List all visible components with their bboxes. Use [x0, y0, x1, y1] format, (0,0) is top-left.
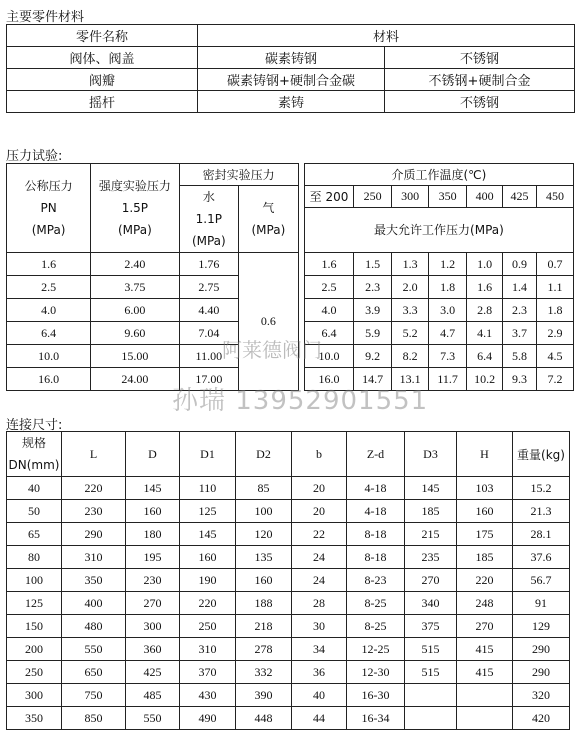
cell: 56.7: [513, 569, 570, 592]
cell: 310: [62, 546, 126, 569]
header-H: H: [457, 432, 513, 477]
cell: [405, 684, 457, 707]
cell: 218: [236, 615, 292, 638]
cell: 100: [236, 500, 292, 523]
cell: 160: [236, 569, 292, 592]
header-seal-test: 密封实验压力: [179, 164, 298, 186]
temp-250: 250: [354, 186, 392, 208]
cell: 2.40: [91, 253, 179, 276]
cell: 36: [292, 661, 347, 684]
watermark-contact: 孙瑞 13952901551: [172, 386, 429, 416]
cell: 185: [457, 546, 513, 569]
cell: 30: [292, 615, 347, 638]
header-Zd: Z-d: [347, 432, 405, 477]
cell: 2.0: [392, 276, 429, 299]
cell: 278: [236, 638, 292, 661]
dims-table: [6, 431, 570, 730]
cell: 370: [180, 661, 236, 684]
cell: 1.8: [536, 299, 573, 322]
cell: 4-18: [347, 477, 405, 500]
dims-section-title: 连接尺寸:: [6, 418, 63, 433]
cell: 40: [7, 477, 62, 500]
temp-450: 450: [536, 186, 573, 208]
cell: 1.2: [429, 253, 467, 276]
cell: 190: [180, 569, 236, 592]
cell: 2.9: [536, 322, 573, 345]
header-part-name: 零件名称: [7, 25, 198, 47]
temp-350: 350: [429, 186, 467, 208]
cell: 4.0: [7, 299, 91, 322]
cell: 24.00: [91, 368, 179, 391]
watermark-company: 阿莱德阀门: [222, 338, 322, 362]
cell: 11.7: [429, 368, 467, 391]
cell: 6.4: [304, 322, 353, 345]
cell: 阀瓣: [7, 69, 198, 91]
cell: 215: [405, 523, 457, 546]
cell: 650: [62, 661, 126, 684]
cell: 129: [513, 615, 570, 638]
cell: 4.40: [179, 299, 239, 322]
cell: 160: [126, 500, 180, 523]
table-row: [7, 546, 570, 569]
cell: 290: [513, 638, 570, 661]
cell: 7.2: [536, 368, 573, 391]
cell: 5.2: [392, 322, 429, 345]
header-b: b: [292, 432, 347, 477]
cell: 17.00: [179, 368, 239, 391]
table-row: [7, 164, 574, 186]
cell: 2.8: [467, 299, 503, 322]
cell: 37.6: [513, 546, 570, 569]
cell: 185: [405, 500, 457, 523]
cell: 1.6: [7, 253, 91, 276]
cell: 85: [236, 477, 292, 500]
cell: 230: [126, 569, 180, 592]
cell: 248: [457, 592, 513, 615]
table-row: [7, 477, 570, 500]
cell: 8-18: [347, 523, 405, 546]
cell: 28.1: [513, 523, 570, 546]
cell: 480: [62, 615, 126, 638]
cell: 515: [405, 638, 457, 661]
cell: 415: [457, 638, 513, 661]
cell: 125: [7, 592, 62, 615]
cell: 11.00: [179, 345, 239, 368]
header-nominal-pressure: 公称压力 PN (MPa): [7, 164, 91, 253]
cell: 320: [513, 684, 570, 707]
cell: 3.0: [429, 299, 467, 322]
cell: 100: [7, 569, 62, 592]
cell: 12-30: [347, 661, 405, 684]
cell: 14.7: [354, 368, 392, 391]
header-L: L: [62, 432, 126, 477]
cell: 5.9: [354, 322, 392, 345]
cell: 8-23: [347, 569, 405, 592]
cell: 300: [126, 615, 180, 638]
cell: 碳素铸钢+硬制合金碳: [198, 69, 385, 91]
materials-section-title: 主要零件材料: [6, 10, 85, 25]
cell: 235: [405, 546, 457, 569]
cell: 91: [513, 592, 570, 615]
cell: 15.2: [513, 477, 570, 500]
cell: 21.3: [513, 500, 570, 523]
cell: 110: [180, 477, 236, 500]
header-strength-test: 强度实验压力 1.5P (MPa): [91, 164, 179, 253]
cell: 22: [292, 523, 347, 546]
header-D2: D2: [236, 432, 292, 477]
cell: 0.9: [503, 253, 537, 276]
header-water: 水 1.1P (MPa): [179, 186, 239, 253]
header-weight: 重量(kg): [513, 432, 570, 477]
cell: 6.00: [91, 299, 179, 322]
cell: 20: [292, 500, 347, 523]
cell: 120: [236, 523, 292, 546]
cell: 270: [405, 569, 457, 592]
cell: 65: [7, 523, 62, 546]
table-row: [7, 569, 570, 592]
cell: 515: [405, 661, 457, 684]
cell: 145: [405, 477, 457, 500]
cell: 188: [236, 592, 292, 615]
table-row: [7, 432, 570, 477]
cell: 碳素铸钢: [198, 47, 385, 69]
cell: 360: [126, 638, 180, 661]
cell: 2.3: [503, 299, 537, 322]
table-row: [7, 661, 570, 684]
cell: 430: [180, 684, 236, 707]
cell: 9.60: [91, 322, 179, 345]
table-row: [7, 25, 575, 47]
cell: 425: [126, 661, 180, 684]
gas-value: 0.6: [239, 253, 299, 391]
cell: 290: [513, 661, 570, 684]
cell: 1.5: [354, 253, 392, 276]
cell: 5.8: [503, 345, 537, 368]
cell: 50: [7, 500, 62, 523]
cell: 4.5: [536, 345, 573, 368]
header-size: 规格 DN(mm): [7, 432, 62, 477]
cell: 28: [292, 592, 347, 615]
cell: 550: [62, 638, 126, 661]
header-max-pressure: 最大允许工作压力(MPa): [304, 207, 573, 252]
cell: 7.3: [429, 345, 467, 368]
cell: 160: [457, 500, 513, 523]
cell: 125: [180, 500, 236, 523]
cell: 16-30: [347, 684, 405, 707]
cell: 8-25: [347, 615, 405, 638]
header-temperature: 介质工作温度(℃): [304, 164, 573, 186]
cell: 15.00: [91, 345, 179, 368]
cell: 13.1: [392, 368, 429, 391]
cell: 180: [126, 523, 180, 546]
cell: 10.0: [7, 345, 91, 368]
cell: 1.76: [179, 253, 239, 276]
cell: 80: [7, 546, 62, 569]
table-row: [7, 615, 570, 638]
cell: 4.0: [304, 299, 353, 322]
cell: [405, 707, 457, 730]
cell: 9.2: [354, 345, 392, 368]
cell: 40: [292, 684, 347, 707]
cell: 220: [180, 592, 236, 615]
cell: 20: [292, 477, 347, 500]
cell: 34: [292, 638, 347, 661]
cell: 270: [457, 615, 513, 638]
cell: 不锈钢: [385, 47, 575, 69]
cell: 2.5: [304, 276, 353, 299]
cell: 24: [292, 569, 347, 592]
cell: 1.8: [429, 276, 467, 299]
materials-table: [6, 24, 575, 113]
cell: 175: [457, 523, 513, 546]
cell: 9.3: [503, 368, 537, 391]
temp-200: 至 200: [304, 186, 353, 208]
cell: 250: [180, 615, 236, 638]
cell: 8-18: [347, 546, 405, 569]
cell: 350: [7, 707, 62, 730]
cell: 420: [513, 707, 570, 730]
cell: 340: [405, 592, 457, 615]
table-row: [7, 684, 570, 707]
cell: 550: [126, 707, 180, 730]
cell: 160: [180, 546, 236, 569]
temp-425: 425: [503, 186, 537, 208]
cell: 2.75: [179, 276, 239, 299]
cell: 10.0: [304, 345, 353, 368]
cell: 16-34: [347, 707, 405, 730]
cell: 220: [62, 477, 126, 500]
cell: 200: [7, 638, 62, 661]
cell: 3.9: [354, 299, 392, 322]
table-row: [7, 638, 570, 661]
cell: 8.2: [392, 345, 429, 368]
cell: 350: [62, 569, 126, 592]
cell: 230: [62, 500, 126, 523]
cell: 145: [126, 477, 180, 500]
cell: 6.4: [467, 345, 503, 368]
table-row: [7, 592, 570, 615]
cell: 1.3: [392, 253, 429, 276]
cell: 390: [236, 684, 292, 707]
cell: 24: [292, 546, 347, 569]
cell: 250: [7, 661, 62, 684]
table-row: [7, 523, 570, 546]
pressure-section-title: 压力试验:: [6, 149, 63, 164]
cell: 400: [62, 592, 126, 615]
cell: [457, 684, 513, 707]
cell: 2.3: [354, 276, 392, 299]
cell: 6.4: [7, 322, 91, 345]
cell: 850: [62, 707, 126, 730]
table-row: [7, 47, 575, 69]
cell: 270: [126, 592, 180, 615]
cell: 素铸: [198, 91, 385, 113]
cell: [457, 707, 513, 730]
cell: 3.3: [392, 299, 429, 322]
table-row: [7, 500, 570, 523]
cell: 3.75: [91, 276, 179, 299]
cell: 310: [180, 638, 236, 661]
cell: 16.0: [7, 368, 91, 391]
cell: 7.04: [179, 322, 239, 345]
table-row: [7, 91, 575, 113]
cell: 阀体、阀盖: [7, 47, 198, 69]
cell: 485: [126, 684, 180, 707]
cell: 2.5: [7, 276, 91, 299]
cell: 摇杆: [7, 91, 198, 113]
cell: 1.6: [304, 253, 353, 276]
cell: 750: [62, 684, 126, 707]
cell: 135: [236, 546, 292, 569]
cell: 150: [7, 615, 62, 638]
cell: 12-25: [347, 638, 405, 661]
cell: 220: [457, 569, 513, 592]
temp-400: 400: [467, 186, 503, 208]
temp-300: 300: [392, 186, 429, 208]
cell: 415: [457, 661, 513, 684]
cell: 4.1: [467, 322, 503, 345]
table-row: [7, 707, 570, 730]
cell: 103: [457, 477, 513, 500]
cell: 44: [292, 707, 347, 730]
cell: 不锈钢: [385, 91, 575, 113]
cell: 1.4: [503, 276, 537, 299]
header-D3: D3: [405, 432, 457, 477]
cell: 4.7: [429, 322, 467, 345]
header-D: D: [126, 432, 180, 477]
cell: 375: [405, 615, 457, 638]
cell: 290: [62, 523, 126, 546]
cell: 10.2: [467, 368, 503, 391]
cell: 16.0: [304, 368, 353, 391]
cell: 145: [180, 523, 236, 546]
cell: 448: [236, 707, 292, 730]
cell: 300: [7, 684, 62, 707]
cell: 3.7: [503, 322, 537, 345]
cell: 不锈钢+硬制合金: [385, 69, 575, 91]
cell: 4-18: [347, 500, 405, 523]
table-row: [7, 69, 575, 91]
cell: 195: [126, 546, 180, 569]
header-gas: 气 (MPa): [239, 186, 299, 253]
header-material: 材料: [198, 25, 575, 47]
cell: 8-25: [347, 592, 405, 615]
table-row: [7, 253, 574, 276]
cell: 332: [236, 661, 292, 684]
cell: 1.0: [467, 253, 503, 276]
cell: 1.1: [536, 276, 573, 299]
header-D1: D1: [180, 432, 236, 477]
cell: 0.7: [536, 253, 573, 276]
cell: 490: [180, 707, 236, 730]
cell: 1.6: [467, 276, 503, 299]
